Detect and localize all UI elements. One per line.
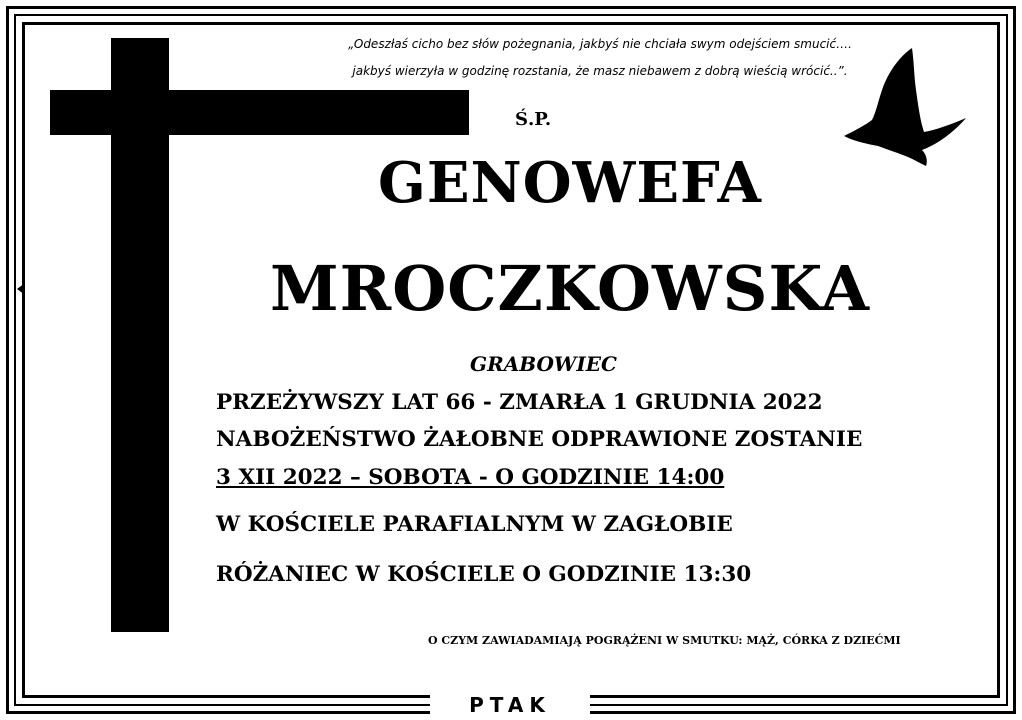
quote-line-1: „Odeszłaś cicho bez słów pożegnania, jakbyś nie chciała swym odejściem smucić…. — [348, 37, 852, 51]
place-of-residence: GRABOWIEC — [470, 352, 617, 376]
cross-horizontal-beam — [50, 90, 469, 135]
first-name: GENOWEFA — [378, 150, 762, 216]
sp-prefix: Ś.P. — [515, 109, 552, 130]
family-notice: O CZYM ZAWIADAMIAJĄ POGRĄŻENI W SMUTKU: MĄŻ, CÓRKA Z DZIEĆMI — [428, 634, 901, 647]
service-date-time: 3 XII 2022 – SOBOTA - O GODZINIE 14:00 — [216, 465, 725, 490]
service-location: W KOŚCIELE PARAFIALNYM W ZAGŁOBIE — [216, 512, 733, 537]
last-name: MROCZKOWSKA — [270, 252, 870, 325]
rosary-time: RÓŻANIEC W KOŚCIELE O GODZINIE 13:30 — [216, 562, 752, 587]
service-announcement: NABOŻEŃSTWO ŻAŁOBNE ODPRAWIONE ZOSTANIE — [216, 427, 863, 452]
age-and-death-date: PRZEŻYWSZY LAT 66 - ZMARŁA 1 GRUDNIA 2022 — [216, 390, 823, 415]
border-notch — [17, 283, 25, 295]
quote-line-2: jakbyś wierzyła w godzinę rozstania, że masz niebawem z dobrą wieścią wrócić..”. — [352, 64, 848, 78]
funeral-home-logo: PTAK — [430, 690, 590, 720]
